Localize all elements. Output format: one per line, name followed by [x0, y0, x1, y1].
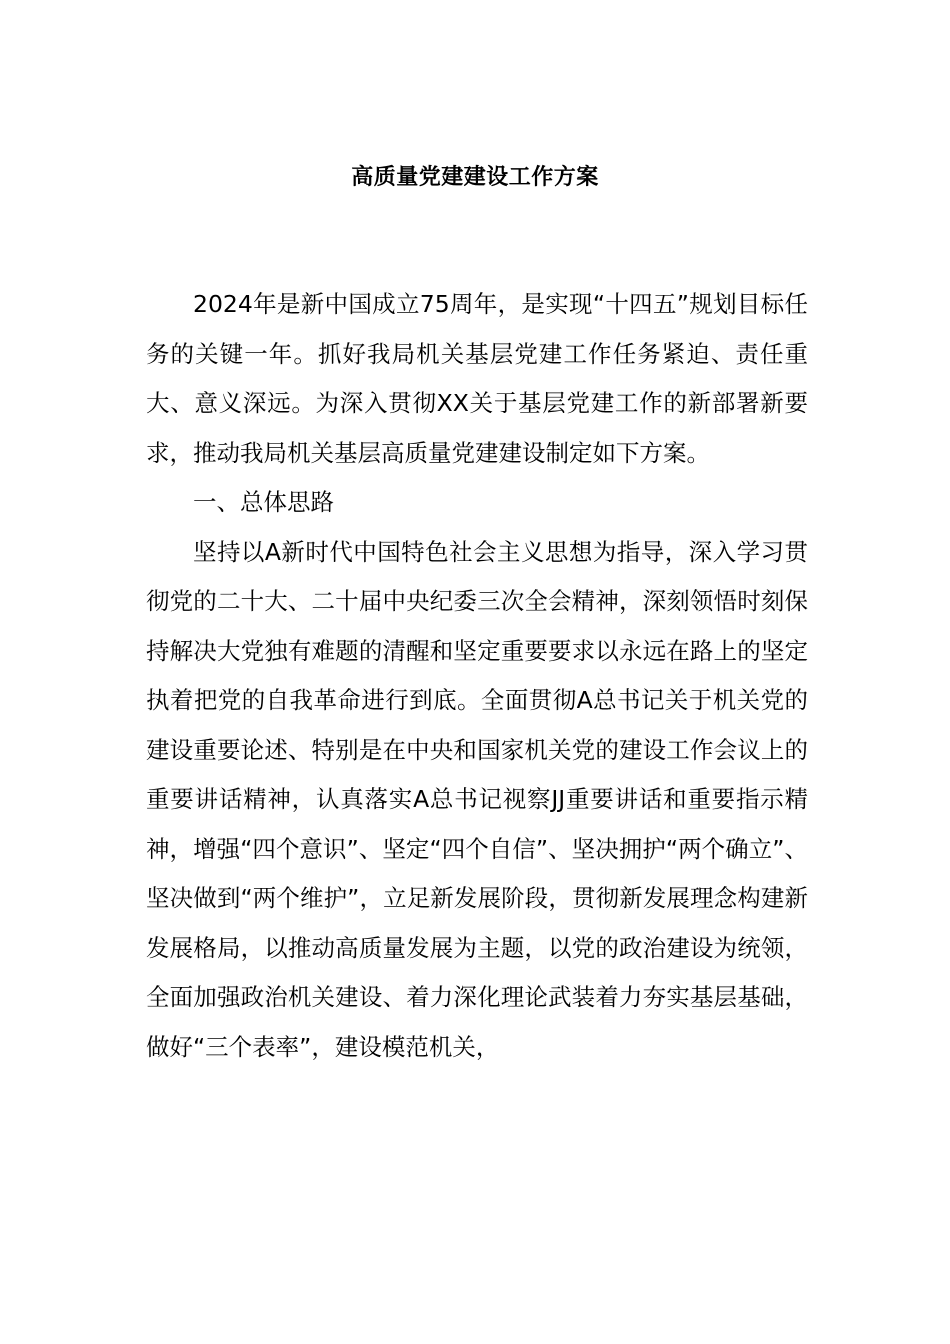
- section-heading-overall-approach: 一、总体思路: [193, 488, 334, 516]
- intro-paragraph: 2024年是新中国成立75周年，是实现“十四五”规划目标任务的关键一年。抓好我局机关基层党建工作任务紧迫、责任重大、意义深远。为深入贯彻XX关于基层党建工作的新部署新要求，推动我局机关基层高质量党建建设制定如下方案。: [146, 290, 808, 467]
- document-title: 高质量党建建设工作方案: [351, 165, 599, 190]
- document-body: [146, 280, 808, 1072]
- overall-approach-paragraph: 坚持以A新时代中国特色社会主义思想为指导，深入学习贯彻党的二十大、二十届中央纪委三次全会精神，深刻领悟时刻保持解决大党独有难题的清醒和坚定重要要求以永远在路上的坚定执着把党的自我革命进行到底。全面贯彻A总书记关于机关党的建设重要论述、特别是在中央和国家机关党的建设工作会议上的重要讲话精神，认真落实A总书记视察JJ重要讲话和重要指示精神，增强“四个意识”、坚定“四个自信”、坚决拥护“两个确立”、坚决做到“两个维护”，立足新发展阶段，贯彻新发展理念构建新发展格局，以推动高质量发展为主题，以党的政治建设为统领，全面加强政治机关建设、着力深化理论武装着力夯实基层基础，做好“三个表率”，建设模范机关，: [146, 537, 808, 1061]
